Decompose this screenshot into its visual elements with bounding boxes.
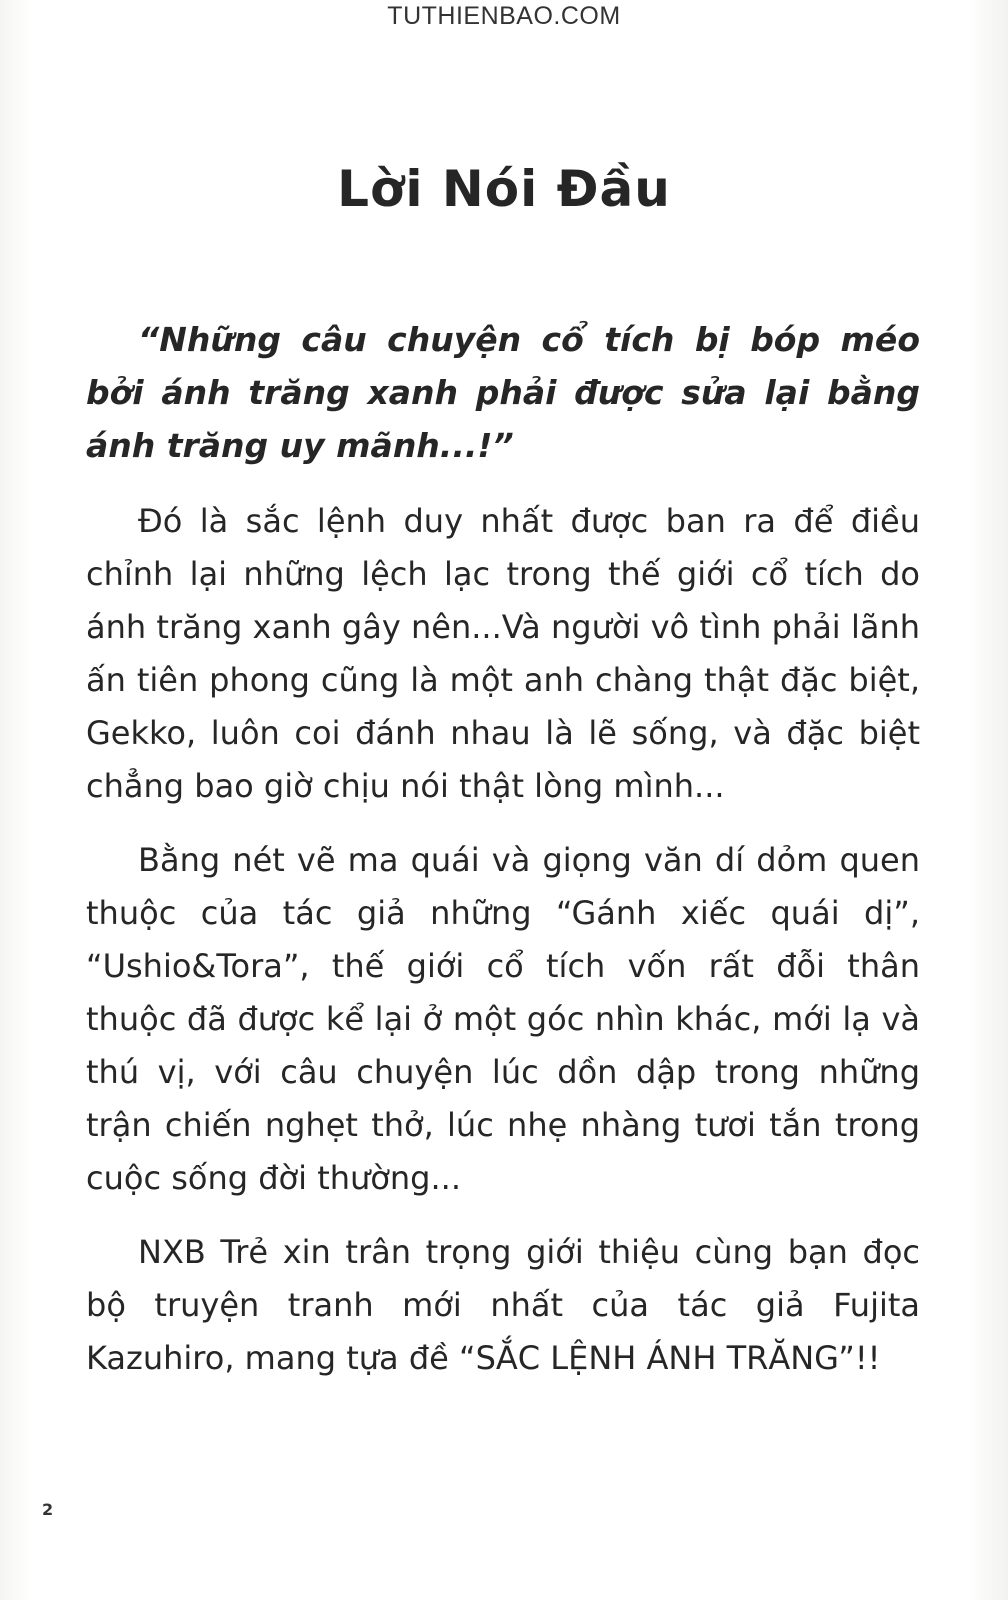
watermark: TUTHIENBAO.COM	[387, 2, 621, 30]
paragraph-2: Bằng nét vẽ ma quái và giọng văn dí dỏm quen thuộc của tác giả những “Gánh xiếc quái dị”, “Ushio&Tora”, thế giới cổ tích vốn rất đỗi thân thuộc đã được kể lại ở một góc nhìn khác, mới lạ và thú vị, với câu chuyện lúc dồn dập trong những trận chiến nghẹt thở, lúc nhẹ nhàng tươi tắn trong cuộc sống đời thường...	[86, 841, 920, 1197]
paragraph-1: Đó là sắc lệnh duy nhất được ban ra để điều chỉnh lại những lệch lạc trong thế giới cổ tích do ánh trăng xanh gây nên...Và người vô tình phải lãnh ấn tiên phong cũng là một anh chàng thật đặc biệt, Gekko, luôn coi đánh nhau là lẽ sống, và đặc biệt chẳng bao giờ chịu nói thật lòng mình...	[86, 502, 920, 805]
page-title: Lời Nói Đầu	[337, 160, 671, 218]
page-number: 2	[42, 1500, 54, 1519]
opening-quote: “Những câu chuyện cổ tích bị bóp méo bởi ánh trăng xanh phải được sửa lại bằng ánh trăng uy mãnh...!”	[86, 320, 920, 465]
paragraph-3: NXB Trẻ xin trân trọng giới thiệu cùng bạn đọc bộ truyện tranh mới nhất của tác giả Fujita Kazuhiro, mang tựa đề “SẮC LỆNH ÁNH TRĂNG”!!	[86, 1233, 920, 1377]
